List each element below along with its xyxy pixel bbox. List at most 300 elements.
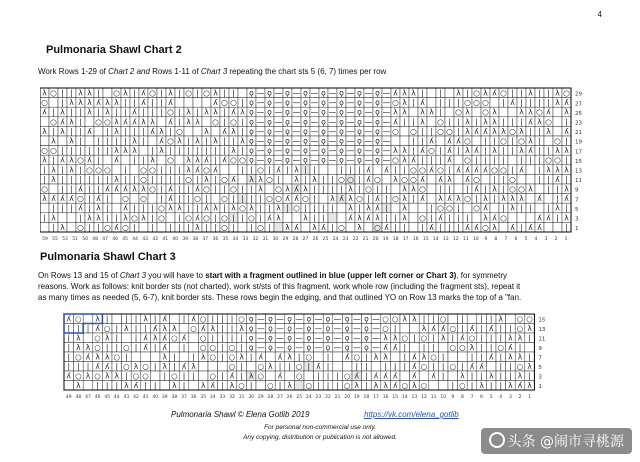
chart-symbol: ○ bbox=[382, 314, 389, 324]
chart-cell bbox=[391, 136, 400, 146]
chart-cell bbox=[481, 174, 490, 184]
column-label: 45 bbox=[104, 395, 111, 400]
chart-symbol: λ bbox=[213, 203, 218, 213]
chart-symbol: ʎ bbox=[87, 155, 92, 165]
chart-symbol: ○ bbox=[122, 222, 129, 232]
chart-symbol: — bbox=[328, 136, 337, 146]
chart-symbol: | bbox=[211, 314, 215, 324]
column-label: 46 bbox=[112, 237, 119, 242]
chart-symbol: ʎ bbox=[420, 146, 425, 156]
chart-symbol: | bbox=[106, 174, 109, 184]
chart-cell bbox=[218, 362, 228, 372]
chart-symbol: ○ bbox=[509, 174, 516, 184]
chart-symbol: ʎ bbox=[447, 155, 452, 165]
chart-symbol: λ bbox=[440, 333, 446, 343]
chart-symbol: | bbox=[448, 117, 451, 127]
chart-symbol: λ bbox=[240, 136, 245, 146]
chart-symbol: | bbox=[153, 380, 157, 390]
chart-cell bbox=[122, 333, 132, 343]
chart-symbol: ○ bbox=[302, 194, 309, 204]
chart-cell bbox=[83, 381, 93, 391]
chart-symbol: | bbox=[221, 333, 224, 343]
chart-symbol: λ bbox=[492, 184, 497, 194]
chart-cell bbox=[103, 88, 112, 98]
column-label: 32 bbox=[252, 237, 259, 242]
chart-cell bbox=[179, 324, 189, 334]
chart-symbol: ○ bbox=[142, 361, 149, 371]
chart-symbol: ○ bbox=[449, 342, 457, 352]
chart-symbol: ○ bbox=[239, 203, 246, 213]
chart-symbol: ○ bbox=[239, 155, 246, 165]
chart-symbol: ○ bbox=[95, 117, 102, 127]
chart-symbol: λ bbox=[239, 323, 244, 333]
chart-symbol: ʎ bbox=[440, 323, 446, 333]
chart-symbol: λ bbox=[87, 213, 92, 223]
row-number: 11 bbox=[538, 336, 546, 343]
column-label: 24 bbox=[305, 395, 312, 400]
chart-symbol: λ bbox=[186, 117, 191, 127]
chart-symbol: ʎ bbox=[123, 203, 128, 213]
chart-symbol: | bbox=[250, 194, 253, 204]
chart-symbol: λ bbox=[87, 107, 92, 117]
chart-symbol: ○ bbox=[392, 98, 399, 108]
chart-symbol: ϙ bbox=[357, 146, 362, 156]
chart-symbol: | bbox=[52, 222, 55, 232]
chart-symbol: ϙ bbox=[344, 323, 350, 333]
chart-symbol: ○ bbox=[420, 333, 428, 343]
chart-symbol: | bbox=[133, 126, 136, 136]
chart-symbol: λ bbox=[51, 136, 56, 146]
column-label: 26 bbox=[312, 237, 319, 242]
chart-symbol: | bbox=[214, 146, 217, 156]
chart-symbol: | bbox=[134, 333, 138, 343]
chart-symbol: ϙ bbox=[249, 88, 254, 98]
column-label: 11 bbox=[430, 395, 437, 400]
chart-symbol: ○ bbox=[132, 371, 140, 381]
chart-symbol: | bbox=[331, 184, 334, 194]
chart-symbol: λ bbox=[488, 371, 494, 381]
chart-symbol: λ bbox=[393, 107, 398, 117]
chart-cell bbox=[553, 107, 562, 117]
chart-symbol: ○ bbox=[437, 203, 444, 213]
chart-symbol: ϙ bbox=[249, 146, 254, 156]
chart-symbol: ○ bbox=[199, 333, 207, 343]
chart-cell bbox=[189, 381, 199, 391]
chart-symbol: λ bbox=[258, 174, 263, 184]
chart-symbol: ϙ bbox=[339, 136, 344, 146]
chart-symbol: | bbox=[480, 371, 483, 381]
chart-symbol: ʎ bbox=[66, 314, 72, 324]
chart-cell bbox=[472, 107, 481, 117]
chart-cell bbox=[410, 324, 420, 334]
chart-cell bbox=[58, 213, 67, 223]
chart-symbol: ○ bbox=[500, 213, 507, 223]
chart-symbol: | bbox=[451, 333, 455, 343]
chart-symbol: | bbox=[106, 203, 109, 213]
chart-symbol: λ bbox=[258, 184, 263, 194]
chart-symbol: | bbox=[187, 184, 190, 194]
column-label: 27 bbox=[277, 395, 283, 400]
chart-cell bbox=[499, 222, 508, 232]
chart-symbol: ○ bbox=[257, 222, 264, 232]
chart-symbol: | bbox=[538, 155, 541, 165]
chart-symbol: ϙ bbox=[357, 126, 362, 136]
chart-cell bbox=[283, 174, 292, 184]
chart-symbol: — bbox=[310, 88, 319, 98]
chart-symbol: | bbox=[88, 222, 91, 232]
chart-symbol: λ bbox=[483, 88, 488, 98]
chart-symbol: | bbox=[528, 333, 531, 343]
chart-symbol: — bbox=[256, 146, 265, 156]
chart-symbol: ○ bbox=[536, 107, 543, 117]
chart-symbol: | bbox=[142, 203, 145, 213]
chart-symbol: | bbox=[88, 184, 91, 194]
chart-symbol: ○ bbox=[75, 352, 82, 362]
chart-cell bbox=[373, 165, 382, 175]
chart-symbol: ϙ bbox=[321, 146, 326, 156]
chart-symbol: λ bbox=[564, 107, 569, 117]
chart-symbol: λ bbox=[60, 222, 65, 232]
chart-symbol: — bbox=[310, 146, 319, 156]
chart-cell bbox=[238, 174, 247, 184]
column-label: 47 bbox=[102, 237, 108, 242]
chart-symbol: ʎ bbox=[78, 184, 83, 194]
chart-symbol: | bbox=[151, 98, 154, 108]
chart-symbol: — bbox=[346, 155, 355, 165]
chart-cell bbox=[112, 194, 121, 204]
chart-symbol: λ bbox=[249, 174, 254, 184]
chart-symbol: — bbox=[314, 342, 323, 352]
chart-symbol: ϙ bbox=[344, 342, 350, 352]
chart-symbol: ϙ bbox=[249, 126, 254, 136]
chart-symbol: ○ bbox=[203, 88, 210, 98]
chart-symbol: | bbox=[115, 136, 118, 146]
chart-symbol: | bbox=[461, 314, 464, 324]
chart-symbol: | bbox=[480, 333, 483, 343]
chart-symbol: | bbox=[502, 146, 505, 156]
chart-symbol: ʎ bbox=[420, 194, 425, 204]
chart-symbol: | bbox=[221, 323, 224, 333]
chart-symbol: | bbox=[178, 194, 181, 204]
column-label: 19 bbox=[353, 395, 360, 400]
chart-symbol: | bbox=[151, 107, 154, 117]
chart-symbol: ϙ bbox=[306, 333, 312, 343]
chart-cell bbox=[85, 117, 94, 127]
column-label: 21 bbox=[362, 237, 369, 242]
chart-symbol: λ bbox=[229, 380, 235, 390]
chart-symbol: λ bbox=[303, 184, 308, 194]
chart-symbol: | bbox=[448, 222, 451, 232]
chart-symbol: | bbox=[422, 314, 426, 324]
column-label: 36 bbox=[190, 395, 197, 400]
chart-cell bbox=[40, 203, 49, 213]
chart-symbol: ϙ bbox=[303, 136, 308, 146]
chart-symbol: ○ bbox=[343, 371, 351, 381]
chart-symbol: | bbox=[232, 88, 235, 98]
row-number: 1 bbox=[575, 226, 579, 233]
chart-symbol: | bbox=[67, 361, 71, 371]
chart-symbol: ○ bbox=[554, 155, 561, 165]
chart-cell bbox=[265, 184, 274, 194]
chart-symbol: ○ bbox=[526, 314, 533, 324]
chart-symbol: | bbox=[241, 194, 244, 204]
chart-symbol: λ bbox=[177, 203, 182, 213]
column-label: 30 bbox=[272, 237, 279, 242]
column-label: 18 bbox=[392, 237, 399, 242]
chart-symbol: | bbox=[556, 184, 559, 194]
chart-symbol: | bbox=[268, 203, 271, 213]
chart-symbol: λ bbox=[143, 314, 148, 324]
chart-symbol: λ bbox=[42, 155, 47, 165]
chart-symbol: | bbox=[502, 155, 505, 165]
chart-symbol: λ bbox=[402, 194, 407, 204]
chart-symbol: ϙ bbox=[249, 155, 254, 165]
chart-symbol: | bbox=[457, 98, 460, 108]
chart-symbol: ○ bbox=[437, 117, 444, 127]
chart-cell bbox=[553, 222, 562, 232]
chart-symbol: λ bbox=[186, 165, 191, 175]
chart-symbol: ʎ bbox=[474, 146, 479, 156]
chart-symbol: λ bbox=[519, 146, 524, 156]
chart-symbol: | bbox=[547, 203, 550, 213]
chart-cell bbox=[454, 184, 463, 194]
column-label: 4 bbox=[534, 237, 538, 242]
chart-cell bbox=[112, 165, 121, 175]
chart-symbol: | bbox=[484, 136, 487, 146]
chart-symbol: | bbox=[187, 203, 190, 213]
chart-symbol: | bbox=[115, 361, 119, 371]
chart-symbol: — bbox=[382, 136, 391, 146]
chart-symbol: ʎ bbox=[354, 371, 360, 381]
column-label: 23 bbox=[315, 395, 322, 400]
chart-symbol: ʎ bbox=[519, 165, 524, 175]
chart-cell bbox=[175, 155, 184, 165]
chart-symbol: λ bbox=[564, 184, 569, 194]
chart-symbol: | bbox=[61, 174, 64, 184]
chart-symbol: ʎ bbox=[229, 371, 235, 381]
chart-symbol: ϙ bbox=[339, 117, 344, 127]
footer-link[interactable]: https://vk.com/elena_gotlib bbox=[364, 410, 459, 419]
chart-symbol: | bbox=[403, 361, 407, 371]
chart-symbol: — bbox=[333, 323, 342, 333]
chart-symbol: ϙ bbox=[357, 98, 362, 108]
row-number: 23 bbox=[575, 120, 582, 127]
chart-symbol: ○ bbox=[257, 361, 265, 371]
column-label: 1 bbox=[564, 237, 568, 242]
chart-symbol: | bbox=[358, 174, 361, 184]
chart-symbol: | bbox=[336, 380, 339, 390]
chart-symbol: — bbox=[314, 323, 323, 333]
chart-cell bbox=[112, 203, 121, 213]
chart-symbol: ○ bbox=[437, 126, 444, 136]
chart-symbol: λ bbox=[312, 222, 317, 232]
chart-symbol: ʎ bbox=[438, 174, 443, 184]
chart-cell bbox=[448, 314, 458, 324]
chart-cell bbox=[202, 98, 211, 108]
chart-cell bbox=[467, 314, 477, 324]
chart-cell bbox=[246, 362, 256, 372]
column-label: 11 bbox=[462, 237, 469, 242]
chart-symbol: ○ bbox=[459, 380, 466, 390]
chart-symbol: — bbox=[257, 323, 265, 333]
chart-symbol: ʎ bbox=[528, 117, 533, 127]
chart-symbol: λ bbox=[527, 380, 532, 390]
chart-symbol: ○ bbox=[439, 314, 447, 324]
chart-cell bbox=[285, 371, 295, 381]
chart-symbol: | bbox=[169, 174, 172, 184]
chart-cell bbox=[429, 381, 439, 391]
chart-cell bbox=[170, 343, 180, 353]
chart-symbol: λ bbox=[114, 98, 119, 108]
chart-symbol: λ bbox=[51, 213, 56, 223]
chart-cell bbox=[49, 98, 58, 108]
chart-symbol: | bbox=[223, 107, 226, 117]
chart-symbol: | bbox=[133, 203, 136, 213]
chart-symbol: ○ bbox=[50, 88, 57, 98]
chart-symbol: λ bbox=[564, 165, 569, 175]
chart-symbol: ʎ bbox=[564, 126, 569, 136]
chart-symbol: ʎ bbox=[447, 136, 452, 146]
chart-symbol: ○ bbox=[221, 174, 228, 184]
chart-symbol: ○ bbox=[86, 165, 93, 175]
chart-symbol: ○ bbox=[545, 117, 552, 127]
chart-symbol: λ bbox=[402, 146, 407, 156]
chart-symbol: | bbox=[223, 117, 226, 127]
chart-symbol: ʎ bbox=[456, 136, 461, 146]
chart-symbol: | bbox=[556, 213, 559, 223]
chart-symbol: ϙ bbox=[303, 155, 308, 165]
column-label: 10 bbox=[440, 395, 447, 400]
column-label: 20 bbox=[372, 237, 379, 242]
chart-symbol: ʎ bbox=[321, 222, 326, 232]
chart-symbol: ○ bbox=[392, 155, 399, 165]
chart-symbol: — bbox=[256, 88, 265, 98]
chart-symbol: | bbox=[502, 117, 505, 127]
chart-cell bbox=[400, 371, 410, 381]
chart-symbol: ○ bbox=[230, 184, 237, 194]
chart3-grid bbox=[62, 312, 582, 404]
chart-symbol: | bbox=[430, 213, 433, 223]
chart-symbol: | bbox=[448, 184, 451, 194]
chart-symbol: ʎ bbox=[510, 222, 515, 232]
chart-symbol: ʎ bbox=[152, 323, 158, 333]
chart-symbol: λ bbox=[555, 146, 560, 156]
column-label: 12 bbox=[421, 395, 427, 400]
chart-symbol: | bbox=[412, 98, 415, 108]
chart-symbol: ʎ bbox=[133, 380, 139, 390]
chart-cell bbox=[211, 126, 220, 136]
chart-symbol: | bbox=[106, 194, 109, 204]
chart3-title: Pulmonaria Shawl Chart 3 bbox=[40, 251, 176, 263]
chart-symbol: ϙ bbox=[268, 333, 273, 343]
chart-symbol: | bbox=[79, 107, 82, 117]
chart-symbol: | bbox=[499, 361, 503, 371]
chart-symbol: ϙ bbox=[321, 117, 326, 127]
chart-symbol: — bbox=[328, 146, 337, 156]
chart-symbol: | bbox=[511, 88, 514, 98]
chart-symbol: | bbox=[511, 136, 514, 146]
chart-symbol: ϙ bbox=[248, 323, 254, 333]
chart-symbol: ʎ bbox=[528, 222, 533, 232]
chart-symbol: ϙ bbox=[321, 107, 326, 117]
chart-symbol: — bbox=[295, 342, 303, 352]
chart-symbol: λ bbox=[528, 107, 533, 117]
chart-symbol: | bbox=[331, 203, 334, 213]
chart-symbol: | bbox=[565, 117, 568, 127]
chart-symbol: | bbox=[240, 342, 243, 352]
chart-symbol: | bbox=[520, 117, 523, 127]
chart-symbol: ϙ bbox=[321, 126, 326, 136]
chart-symbol: λ bbox=[402, 203, 407, 213]
chart-symbol: ʎ bbox=[96, 194, 101, 204]
chart-symbol: ○ bbox=[410, 126, 417, 136]
chart-symbol: | bbox=[182, 380, 186, 390]
chart-symbol: | bbox=[115, 213, 118, 223]
chart-symbol: λ bbox=[191, 361, 196, 371]
chart-symbol: — bbox=[364, 155, 373, 165]
chart-symbol: — bbox=[274, 146, 283, 156]
chart-cell bbox=[333, 362, 343, 372]
column-label: 40 bbox=[172, 237, 179, 242]
chart-symbol: λ bbox=[537, 117, 542, 127]
chart-symbol: | bbox=[393, 323, 397, 333]
chart-cell bbox=[454, 155, 463, 165]
chart-cell bbox=[427, 194, 436, 204]
chart-symbol: — bbox=[274, 126, 283, 136]
chart-symbol: λ bbox=[465, 146, 470, 156]
chart-symbol: ○ bbox=[94, 333, 101, 343]
chart-symbol: | bbox=[520, 98, 523, 108]
chart-symbol: — bbox=[292, 117, 301, 127]
chart-symbol: | bbox=[67, 352, 71, 362]
chart-symbol: ○ bbox=[221, 98, 228, 108]
chart-symbol: | bbox=[326, 371, 330, 381]
chart-symbol: ʎ bbox=[294, 222, 299, 232]
chart-symbol: λ bbox=[104, 333, 110, 343]
chart-symbol: | bbox=[88, 203, 91, 213]
chart-symbol: — bbox=[276, 314, 284, 324]
chart-symbol: — bbox=[372, 333, 380, 343]
chart-symbol: | bbox=[439, 184, 442, 194]
chart-symbol: ○ bbox=[295, 371, 303, 381]
chart-cell bbox=[304, 371, 314, 381]
chart-cell bbox=[427, 88, 436, 98]
chart-symbol: | bbox=[480, 342, 483, 352]
chart-symbol: | bbox=[61, 88, 64, 98]
column-label: 48 bbox=[75, 395, 82, 400]
chart-symbol: ʎ bbox=[105, 184, 110, 194]
chart-symbol: ʎ bbox=[87, 126, 92, 136]
chart-symbol: ϙ bbox=[287, 333, 292, 343]
chart-symbol: | bbox=[502, 184, 505, 194]
chart-symbol: | bbox=[196, 174, 199, 184]
chart-cell bbox=[274, 222, 283, 232]
chart-cell bbox=[94, 126, 103, 136]
chart-cell bbox=[319, 194, 328, 204]
chart-symbol: — bbox=[310, 107, 319, 117]
chart-symbol: | bbox=[441, 352, 445, 362]
chart-symbol: | bbox=[286, 165, 289, 175]
chart-symbol: ʎ bbox=[276, 165, 281, 175]
chart-symbol: ʎ bbox=[474, 222, 479, 232]
chart-symbol: — bbox=[328, 126, 337, 136]
chart-symbol: ○ bbox=[142, 371, 149, 381]
chart-symbol: ○ bbox=[158, 213, 165, 223]
column-label: 1 bbox=[528, 395, 532, 400]
chart-symbol: | bbox=[297, 352, 301, 362]
chart-symbol: | bbox=[67, 323, 71, 333]
chart-symbol: ʎ bbox=[483, 165, 488, 175]
